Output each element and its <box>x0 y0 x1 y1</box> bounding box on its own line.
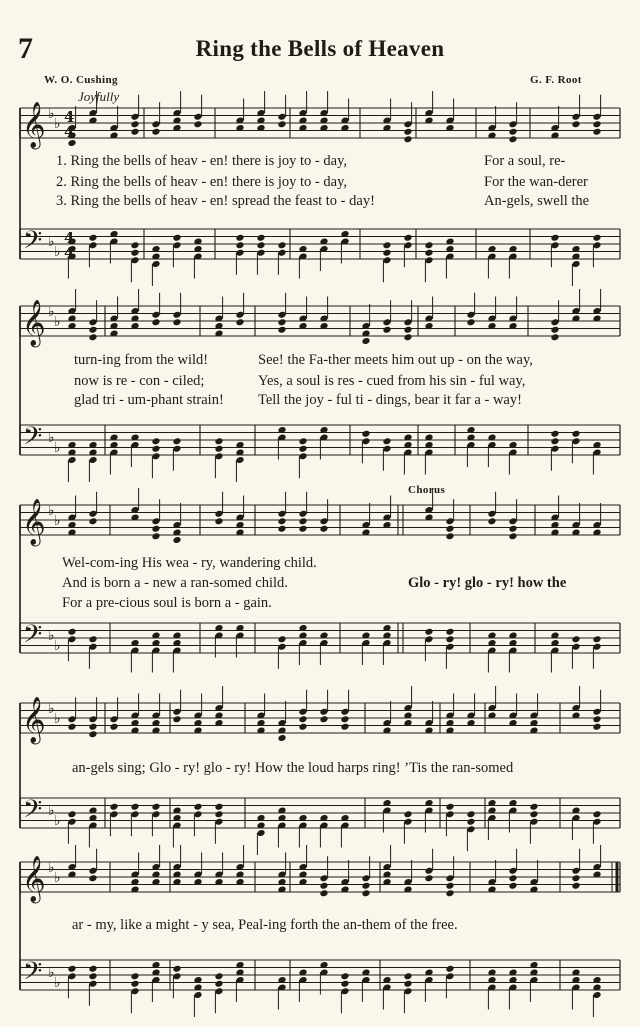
flat-icon: ♭ <box>54 513 61 529</box>
note-head <box>130 120 139 128</box>
lyric-segment: an-gels sing; Glo - ry! glo - ry! How the loud harps ring! ’Tis the ran-somed <box>72 760 514 776</box>
lyric-segment: An-gels, swell the <box>484 193 590 209</box>
note-head <box>193 803 202 811</box>
bass-clef-icon: 𝄢 <box>23 226 43 261</box>
lyric-segment: turn-ing from the wild! <box>74 352 209 368</box>
note-head <box>592 635 601 643</box>
flat-icon: ♭ <box>54 870 61 886</box>
note-head <box>445 965 454 973</box>
hymn-title: Ring the Bells of Heaven <box>195 36 445 61</box>
lyric-segment: For the wan-derer <box>484 174 588 190</box>
flat-icon: ♭ <box>54 975 61 991</box>
note-head <box>340 980 349 988</box>
lyric-segment: And is born a - new a ran-somed child. <box>62 575 288 591</box>
note-head <box>151 437 160 445</box>
note-head <box>88 234 97 242</box>
note-head <box>67 723 76 731</box>
note-head <box>361 882 370 890</box>
flat-icon: ♭ <box>48 628 55 644</box>
flat-icon: ♭ <box>48 860 55 876</box>
note-head <box>424 249 433 257</box>
note-head <box>466 818 475 826</box>
note-head <box>592 234 601 242</box>
note-head <box>403 234 412 242</box>
note-head <box>109 803 118 811</box>
note-head <box>256 241 265 249</box>
note-head <box>298 715 307 723</box>
bass-clef-icon: 𝄢 <box>23 620 43 655</box>
note-head <box>340 715 349 723</box>
note-head <box>256 234 265 242</box>
note-head <box>466 810 475 818</box>
bass-clef-icon: 𝄢 <box>23 795 43 830</box>
note-head <box>88 730 97 738</box>
flat-icon: ♭ <box>54 638 61 654</box>
note-head <box>340 723 349 731</box>
note-head <box>130 249 139 257</box>
lyric-segment: now is re - con - ciled; <box>74 373 205 389</box>
note-head <box>382 241 391 249</box>
note-head <box>172 234 181 242</box>
note-head <box>130 980 139 988</box>
treble-clef-icon: 𝄞 <box>22 102 46 148</box>
lyric-segment: For a soul, re- <box>484 153 566 169</box>
flat-icon: ♭ <box>48 106 55 122</box>
note-head <box>298 525 307 533</box>
note-head <box>319 715 328 723</box>
flat-icon: ♭ <box>48 701 55 717</box>
note-head <box>88 874 97 882</box>
note-head <box>361 430 370 438</box>
note-head <box>172 318 181 326</box>
note-head <box>571 874 580 882</box>
note-head <box>298 517 307 525</box>
time-signature: 4 <box>64 108 75 126</box>
note-head <box>277 734 286 742</box>
flat-icon: ♭ <box>54 813 61 829</box>
note-head <box>571 635 580 643</box>
note-head <box>88 965 97 973</box>
flat-icon: ♭ <box>48 430 55 446</box>
note-head <box>319 525 328 533</box>
note-head <box>88 972 97 980</box>
note-head <box>550 326 559 334</box>
time-signature: 4 <box>64 123 75 141</box>
note-head <box>550 430 559 438</box>
note-head <box>382 437 391 445</box>
note-head <box>151 803 160 811</box>
note-head <box>298 437 307 445</box>
note-head <box>193 120 202 128</box>
note-head <box>214 445 223 453</box>
note-head <box>151 525 160 533</box>
note-head <box>445 525 454 533</box>
note-head <box>508 525 517 533</box>
note-head <box>424 628 433 636</box>
note-head <box>529 803 538 811</box>
note-head <box>214 972 223 980</box>
note-head <box>277 326 286 334</box>
note-head <box>151 532 160 540</box>
flat-icon: ♭ <box>54 440 61 456</box>
lyric-segment: Glo - ry! glo - ry! how the <box>408 575 567 591</box>
note-head <box>172 715 181 723</box>
note-head <box>298 723 307 731</box>
note-head <box>592 120 601 128</box>
note-head <box>571 430 580 438</box>
note-head <box>508 532 517 540</box>
lyric-segment: For a pre-cious soul is born a - gain. <box>62 595 272 611</box>
lyric-segment: Tell the joy - ful ti - dings, bear it far a - way! <box>258 392 522 408</box>
time-signature: 4 <box>64 244 75 262</box>
treble-clef-icon: 𝄞 <box>22 697 46 743</box>
flat-icon: ♭ <box>48 304 55 320</box>
note-head <box>550 234 559 242</box>
note-head <box>403 135 412 143</box>
note-head <box>67 965 76 973</box>
note-head <box>508 874 517 882</box>
flat-icon: ♭ <box>54 116 61 132</box>
treble-clef-icon: 𝄞 <box>22 856 46 902</box>
chorus-label: Chorus <box>408 484 446 496</box>
music-credit: G. F. Root <box>530 74 582 86</box>
note-head <box>214 437 223 445</box>
note-head <box>424 874 433 882</box>
note-head <box>571 882 580 890</box>
lyric-segment: ar - my, like a might - y sea, Peal-ing forth the an-them of the free. <box>72 917 458 933</box>
note-head <box>592 810 601 818</box>
note-head <box>445 628 454 636</box>
note-head <box>277 525 286 533</box>
lyric-segment: glad tri - um-phant strain! <box>74 392 224 408</box>
note-head <box>529 810 538 818</box>
note-head <box>319 889 328 897</box>
note-head <box>130 803 139 811</box>
note-head <box>277 318 286 326</box>
note-head <box>151 128 160 136</box>
note-head <box>130 241 139 249</box>
flat-icon: ♭ <box>48 503 55 519</box>
note-head <box>445 803 454 811</box>
note-head <box>592 723 601 731</box>
note-head <box>277 635 286 643</box>
note-head <box>403 980 412 988</box>
bass-clef-icon: 𝄢 <box>23 422 43 457</box>
note-head <box>382 326 391 334</box>
note-head <box>67 810 76 818</box>
note-head <box>109 723 118 731</box>
note-head <box>403 810 412 818</box>
note-head <box>277 241 286 249</box>
note-head <box>508 135 517 143</box>
note-head <box>508 882 517 890</box>
flat-icon: ♭ <box>54 314 61 330</box>
note-head <box>88 333 97 341</box>
flat-icon: ♭ <box>48 803 55 819</box>
note-head <box>487 517 496 525</box>
note-head <box>571 120 580 128</box>
note-head <box>172 965 181 973</box>
note-head <box>130 972 139 980</box>
note-head <box>214 810 223 818</box>
note-head <box>361 337 370 345</box>
note-head <box>592 715 601 723</box>
note-head <box>361 889 370 897</box>
note-head <box>130 128 139 136</box>
note-head <box>235 234 244 242</box>
time-signature: 4 <box>64 229 75 247</box>
tempo-marking: Joyfully <box>78 89 120 104</box>
note-head <box>403 333 412 341</box>
note-head <box>592 128 601 136</box>
note-head <box>172 536 181 544</box>
lyric-segment: Wel-com-ing His wea - ry, wandering child. <box>62 555 317 571</box>
note-head <box>445 532 454 540</box>
note-head <box>214 803 223 811</box>
note-head <box>277 120 286 128</box>
note-head <box>151 445 160 453</box>
note-head <box>382 249 391 257</box>
note-head <box>340 972 349 980</box>
treble-clef-icon: 𝄞 <box>22 300 46 346</box>
words-credit: W. O. Cushing <box>44 74 118 86</box>
note-head <box>445 889 454 897</box>
note-head <box>550 333 559 341</box>
note-head <box>319 882 328 890</box>
note-head <box>235 241 244 249</box>
flat-icon: ♭ <box>48 965 55 981</box>
note-head <box>67 628 76 636</box>
note-head <box>424 241 433 249</box>
note-head <box>235 318 244 326</box>
note-head <box>88 517 97 525</box>
flat-icon: ♭ <box>48 234 55 250</box>
note-head <box>88 723 97 731</box>
bass-clef-icon: 𝄢 <box>23 957 43 992</box>
lyric-segment: Yes, a soul is res - cued from his sin - ful way, <box>258 373 526 389</box>
note-head <box>403 972 412 980</box>
note-head <box>88 326 97 334</box>
note-head <box>403 128 412 136</box>
note-head <box>298 445 307 453</box>
lyric-segment: 1. Ring the bells of heav - en! there is joy to - day, <box>56 153 347 169</box>
lyric-segment: 3. Ring the bells of heav - en! spread the feast to - day! <box>56 193 375 209</box>
note-head <box>508 128 517 136</box>
flat-icon: ♭ <box>54 711 61 727</box>
note-head <box>466 318 475 326</box>
treble-clef-icon: 𝄞 <box>22 499 46 545</box>
lyric-segment: 2. Ring the bells of heav - en! there is joy to - day, <box>56 174 347 190</box>
note-head <box>445 635 454 643</box>
note-head <box>550 437 559 445</box>
note-head <box>214 517 223 525</box>
note-head <box>88 635 97 643</box>
note-head <box>277 517 286 525</box>
hymn-number: 7 <box>18 32 33 65</box>
note-head <box>445 882 454 890</box>
flat-icon: ♭ <box>54 244 61 260</box>
note-head <box>403 326 412 334</box>
note-head <box>214 980 223 988</box>
note-head <box>151 318 160 326</box>
note-head <box>172 437 181 445</box>
lyric-segment: See! the Fa-ther meets him out up - on the way, <box>258 352 533 368</box>
